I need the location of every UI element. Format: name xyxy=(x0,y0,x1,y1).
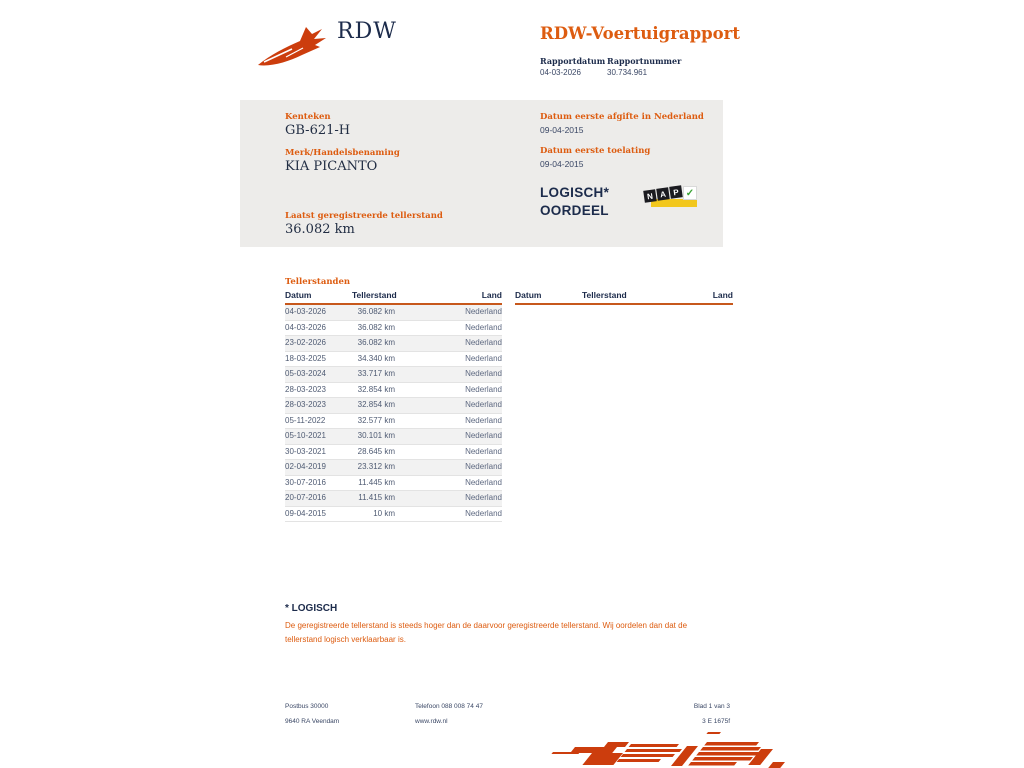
license-plate-label: Kenteken xyxy=(285,112,331,122)
report-date-label: Rapportdatum xyxy=(540,56,606,66)
footer-phone: Telefoon 088 008 74 47 xyxy=(415,703,483,710)
nap-logo xyxy=(644,184,698,212)
footnote-body: De geregistreerde tellerstand is steeds hoger dan de daarvoor geregistreerde tellerstand. Wij oordelen dan dat de tellerstand logisch verklaarbaar is. xyxy=(285,621,688,644)
table-cell-date: 18-03-2025 xyxy=(285,353,326,363)
table-cell-value: 28.645 km xyxy=(357,446,395,456)
verdict-line2: OORDEEL xyxy=(540,203,609,218)
table-cell-country: Nederland xyxy=(465,415,502,425)
first-admission-value: 09-04-2015 xyxy=(540,159,584,169)
table-cell-country: Nederland xyxy=(465,446,502,456)
table-cell-value: 23.312 km xyxy=(357,462,395,471)
table-cell-date: 04-03-2026 xyxy=(285,307,326,316)
footer-doc-code: 3 E 1675f xyxy=(702,717,730,725)
table-cell-date: 05-03-2024 xyxy=(285,369,326,378)
brand-label: Merk/Handelsbenaming xyxy=(285,148,400,158)
table-cell-country: Nederland xyxy=(465,338,502,347)
report-date-value: 04-03-2026 xyxy=(540,68,581,77)
footer-page-info xyxy=(620,700,730,729)
odometer-section-title: Tellerstanden xyxy=(285,277,351,287)
table-cell-date: 23-02-2026 xyxy=(285,338,326,347)
footer-website: www.rdw.nl xyxy=(415,717,448,725)
table-cell-date: 20-07-2016 xyxy=(285,493,326,502)
table-cell-country: Nederland xyxy=(465,462,502,471)
table-cell-value: 33.717 km xyxy=(357,369,395,378)
table-cell-country: Nederland xyxy=(465,493,502,502)
table-cell-date: 02-04-2019 xyxy=(285,462,326,471)
footer-stripes-graphic xyxy=(545,731,790,768)
odometer-table-right xyxy=(515,290,733,305)
table-cell-date: 28-03-2023 xyxy=(285,400,326,409)
table-cell-country: Nederland xyxy=(465,400,502,409)
table-cell-value: 11.445 km xyxy=(358,477,395,487)
page-title: RDW-Voertuigrapport xyxy=(540,24,740,43)
table-row xyxy=(285,429,502,445)
table-cell-value: 34.340 km xyxy=(357,353,395,363)
table-header xyxy=(515,290,733,305)
table-row xyxy=(285,383,502,399)
table-cell-date: 30-03-2021 xyxy=(285,446,326,456)
column-header-land: Land xyxy=(481,290,502,300)
vehicle-summary-panel xyxy=(240,100,723,247)
table-cell-date: 30-07-2016 xyxy=(285,477,326,487)
footnote-title: * LOGISCH xyxy=(285,603,338,614)
table-cell-country: Nederland xyxy=(465,307,502,316)
first-issue-value: 09-04-2015 xyxy=(540,125,584,135)
odometer-table-left xyxy=(285,290,502,522)
table-cell-value: 32.854 km xyxy=(357,400,395,409)
table-cell-value: 10 km xyxy=(373,508,395,518)
footer-page-number: Blad 1 van 3 xyxy=(693,703,730,710)
table-cell-value: 36.082 km xyxy=(357,322,395,332)
nap-letter-p: P xyxy=(669,185,683,199)
last-odometer-value: 36.082 km xyxy=(285,222,355,237)
table-cell-country: Nederland xyxy=(465,322,502,332)
column-header-datum: Datum xyxy=(515,290,542,300)
column-header-datum: Datum xyxy=(285,290,312,300)
table-cell-value: 11.415 km xyxy=(358,493,395,502)
rdw-wing-logo-icon xyxy=(256,20,334,70)
footer-address-line2: 9640 RA Veendam xyxy=(285,717,340,725)
footer-address-line1: Postbus 30000 xyxy=(285,703,329,710)
table-row xyxy=(285,414,502,430)
table-cell-value: 36.082 km xyxy=(357,307,395,316)
verdict-text xyxy=(540,184,609,220)
table-cell-value: 30.101 km xyxy=(357,431,395,440)
table-row xyxy=(285,476,502,492)
footer-contact xyxy=(415,700,483,729)
brand-value: KIA PICANTO xyxy=(285,159,378,174)
verdict-line1: LOGISCH* xyxy=(540,185,610,200)
license-plate-value: GB-621-H xyxy=(285,123,351,138)
nap-letter-n: N xyxy=(643,189,657,203)
table-cell-country: Nederland xyxy=(465,431,502,440)
table-row xyxy=(285,352,502,368)
nap-checkmark-icon: ✓ xyxy=(683,186,697,200)
first-admission-label: Datum eerste toelating xyxy=(540,146,651,156)
table-row xyxy=(285,460,502,476)
table-cell-country: Nederland xyxy=(465,384,502,394)
table-row xyxy=(285,367,502,383)
table-cell-value: 36.082 km xyxy=(357,338,395,347)
table-row xyxy=(285,445,502,461)
table-cell-date: 09-04-2015 xyxy=(285,508,326,518)
rdw-logo-text: RDW xyxy=(337,19,397,44)
first-issue-label: Datum eerste afgifte in Nederland xyxy=(540,112,704,122)
table-cell-date: 04-03-2026 xyxy=(285,322,326,332)
report-number-value: 30.734.961 xyxy=(607,68,648,77)
table-cell-date: 05-11-2022 xyxy=(285,415,326,425)
table-cell-value: 32.854 km xyxy=(357,384,395,394)
table-row xyxy=(285,305,502,321)
nap-letter-a: A xyxy=(656,187,670,201)
table-cell-country: Nederland xyxy=(465,369,502,378)
table-cell-date: 05-10-2021 xyxy=(285,431,326,440)
column-header-land: Land xyxy=(712,290,733,300)
table-row xyxy=(285,507,502,523)
report-number-label: Rapportnummer xyxy=(607,56,682,66)
table-header xyxy=(285,290,502,305)
table-row xyxy=(285,398,502,414)
table-cell-date: 28-03-2023 xyxy=(285,384,326,394)
table-cell-country: Nederland xyxy=(465,353,502,363)
footer-address xyxy=(285,700,339,729)
odometer-table-body xyxy=(285,305,502,522)
column-header-tellerstand: Tellerstand xyxy=(352,290,397,300)
table-row xyxy=(285,336,502,352)
table-cell-country: Nederland xyxy=(465,477,502,487)
table-row xyxy=(285,321,502,337)
table-cell-country: Nederland xyxy=(465,508,502,518)
column-header-tellerstand: Tellerstand xyxy=(582,290,627,300)
table-row xyxy=(285,491,502,507)
table-cell-value: 32.577 km xyxy=(357,415,395,425)
last-odometer-label: Laatst geregistreerde tellerstand xyxy=(285,211,443,221)
